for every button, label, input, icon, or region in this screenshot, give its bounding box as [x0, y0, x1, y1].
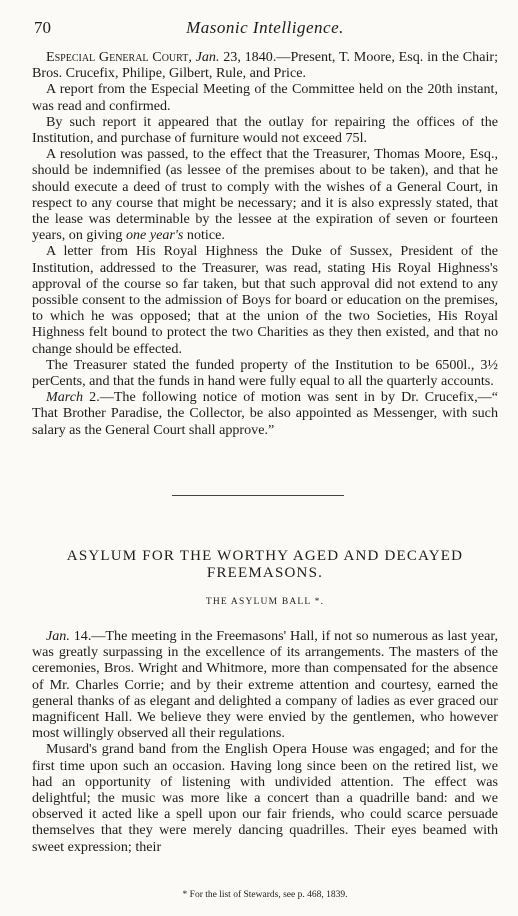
- court-paragraph-text: notice.: [183, 227, 225, 244]
- court-paragraph: [32, 49, 498, 81]
- court-paragraph: [32, 146, 498, 243]
- footnote: * For the list of Stewards, see p. 468, 1839.: [182, 890, 348, 900]
- court-minutes: [32, 49, 498, 438]
- running-title: Masonic Intelligence.: [186, 18, 344, 37]
- court-paragraph: The Treasurer stated the funded property of the Institution to be 6500l., 3½ perCents, and that the funds in hand were fully equal to all the quarterly accounts.: [32, 356, 498, 390]
- court-paragraph: A letter from His Royal Highness the Duke of Sussex, President of the Institution, addressed to the Treasurer, was read, stating His Royal Highness's approval of the course so far taken, but that such approval did not extend to any possible consent to the admission of Boys for board or education on the premises, to which he was opposed; that at the union of the two Societies, His Royal Highness felt bound to protect the two Charities as they then existed, and that no change should be effected.: [32, 243, 498, 357]
- asylum-article: [32, 628, 498, 855]
- section-subtitle: THE ASYLUM BALL *.: [205, 597, 325, 607]
- asylum-paragraph-text: 14.—The meeting in the Freemasons' Hall, if not so numerous as last year, was greatly surpassing in the excellence of its arrangements. The masters of the ceremonies, Bros. Wright and Whitmore, more than compensated for the absence of Mr. Charles Corrie; and by their extreme attention and courtesy, earned the general thanks of as elegant and delighted a company of ladies as ever graced our magnificent Hall. We believe they were envied by the gentlemen, who however most willingly observed all their regulations.: [32, 628, 498, 742]
- asylum-date: Jan.: [46, 628, 70, 644]
- court-emphasis: one year's: [125, 227, 184, 244]
- asylum-paragraph: Musard's grand band from the English Opera House was engaged; and for the first time upon such an occasion. Having long since been on the retired list, we had an opportunity of listening with undivided attention. The effect was delightful; the music was more like a concert than a quadrille band: and we observed it acted like a spell upon our fair friends, who could scarce persuade themselves that they were merely dancing quadrilles. Their eyes beamed with sweet expression; their: [32, 741, 498, 855]
- court-paragraph: A report from the Especial Meeting of the Committee held on the 20th instant, was read and confirmed.: [32, 81, 498, 114]
- court-date: March: [46, 389, 84, 406]
- page-number: 70: [34, 18, 51, 37]
- court-paragraph: By such report it appeared that the outlay for repairing the offices of the Institution, and purchase of furniture would not exceed 75l.: [32, 113, 498, 147]
- court-paragraph: [32, 389, 498, 438]
- court-date: Jan.: [195, 49, 220, 65]
- asylum-paragraph: [32, 628, 498, 741]
- section-divider: [172, 495, 344, 496]
- page-header: [34, 18, 496, 40]
- court-paragraph-text: 2.—The following notice of motion was sent in by Dr. Crucefix,—“ That Brother Paradise, the Collector, be also appointed as Messenger, with such salary as the General Court shall approve.”: [32, 389, 498, 438]
- court-label: Especial General Court,: [46, 49, 192, 65]
- section-title: ASYLUM FOR THE WORTHY AGED AND DECAYED FREEMASONS.: [66, 548, 464, 581]
- court-paragraph-text: A resolution was passed, to the effect that the Treasurer, Thomas Moore, Esq., should be indemnified (as lessee of the premises about to be taken), and that he should execute a deed of trust to comply with the wishes of a General Court, in respect to any course that might be necessary; and it is also expressly stated, that the lease was determinable by the lessee at the expiration of seven or fourteen years, on giving: [32, 146, 498, 244]
- court-paragraph-text: 23, 1840.—Present, T. Moore, Esq. in the Chair; Bros. Crucefix, Philipe, Gilbert, Rule, and Price.: [32, 49, 498, 82]
